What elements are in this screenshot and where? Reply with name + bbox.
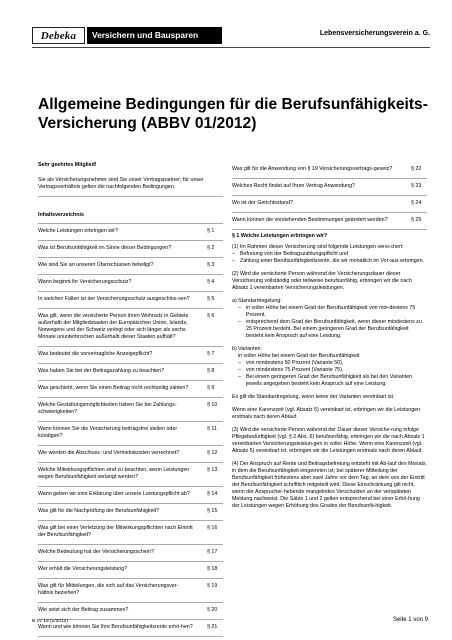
toc-list-continued [232, 162, 427, 230]
variant-b-intro: in voller Höhe bei einem Grad der Berufsunfähigkeit [238, 353, 360, 359]
toc-paragraph-ref: § 10 [207, 402, 218, 408]
company-name: Lebensversicherungsverein a. G. [319, 30, 430, 37]
toc-question: Wo ist der Gerichtsstand? [232, 200, 293, 206]
toc-question: Welche Gestaltungsmöglichkeiten haben Sie bei Zahlungs-schwierigkeiten? [38, 402, 177, 415]
toc-question: Welche Bedeutung hat der Versicherungsschein? [38, 549, 154, 555]
toc-entry [38, 446, 223, 463]
toc-paragraph-ref: § 14 [207, 491, 218, 497]
toc-question: Was geschieht, wenn Sie einen Beitrag nicht rechtzeitig zahlen? [38, 385, 189, 391]
toc-question: Welche Leistungen erbringen wir? [38, 228, 118, 234]
toc-paragraph-ref: § 18 [207, 566, 218, 572]
toc-entry [38, 275, 223, 292]
toc-question: Was gilt für Mitteilungen, die sich auf das Versicherungsver-hältnis beziehen? [38, 583, 179, 596]
toc-question: Was gilt für die Anwendung von § 19 Versicherungsvertrags-gesetz? [232, 166, 393, 172]
toc-question: Wann können Sie die Versicherung beitragsfrei stellen oder kündigen? [38, 426, 178, 439]
toc-question: Wann beginnt Ihr Versicherungsschutz? [38, 279, 132, 285]
toc-entry [38, 562, 223, 579]
toc-question: Wie werden die Abschluss- und Vertriebskosten verrechnet? [38, 450, 180, 456]
toc-entry [38, 347, 223, 364]
toc-paragraph-ref: § 19 [207, 583, 218, 589]
toc-paragraph-ref: § 24 [411, 200, 422, 206]
section-1-para-2: (2) Wird die versicherte Person während der Versicherungsdauer dieser Versicherung vollständig oder teilweise berufsunfähig, erbringen wir die nach Absatz 1 vereinbarten Versicherungsleistungen, [232, 271, 412, 291]
variant-a-label: a) Standardregelung: [232, 298, 282, 304]
toc-entry [38, 487, 223, 504]
toc-entry [38, 579, 223, 603]
intro-text: Sie als Versicherungsnehmer sind Sie unser Vertragspartner; für unser Vertragsverhältnis gelten die nachfolgenden Bedingungen. [38, 177, 223, 197]
toc-paragraph-ref: § 7 [207, 351, 215, 357]
toc-list [38, 224, 223, 637]
toc-entry [38, 309, 223, 347]
toc-entry [38, 381, 223, 398]
toc-heading: Inhaltsverzeichnis [38, 212, 223, 224]
toc-question: Welche Mitwirkungspflichten sind zu beachten, wenn Leistungen wegen Berufsunfähigkeit verlangt werden? [38, 467, 190, 480]
toc-entry [38, 292, 223, 309]
right-column [232, 162, 427, 510]
toc-question: Wann können die vorstehenden Bestimmungen geändert werden? [232, 217, 388, 223]
toc-paragraph-ref: § 1 [207, 228, 215, 234]
toc-paragraph-ref: § 8 [207, 368, 215, 374]
toc-question: In welchen Fällen ist der Versicherungsschutz ausgeschlos-sen? [38, 296, 190, 302]
list-item: – entsprechend dem Grad der Berufsunfähigkeit, wenn dieser mindestens zu 25 Prozent besteht. Bei einem geringeren Grad der Berufsunfähigkeit besteht kein Anspruch auf eine Leistung. [238, 319, 422, 339]
toc-paragraph-ref: § 3 [207, 262, 215, 268]
standard-note: Es gilt die Standardregelung, wenn keine der Varianten vereinbart ist. [232, 394, 395, 400]
toc-paragraph-ref: § 13 [207, 467, 218, 473]
toc-entry [232, 179, 427, 196]
debeka-logo [32, 27, 85, 44]
left-column [38, 162, 223, 637]
toc-paragraph-ref: § 17 [207, 549, 218, 555]
list-item: – von mindestens 75 Prozent (Variante 75). [238, 367, 344, 373]
toc-entry [38, 241, 223, 258]
toc-question: Wie setzt sich der Beitrag zusammen? [38, 607, 129, 613]
toc-entry [38, 463, 223, 487]
toc-entry [38, 504, 223, 521]
toc-paragraph-ref: § 20 [207, 607, 218, 613]
toc-question: Wann und wie können Sie Ihre Berufsunfähigkeitsrente erhö-hen? [38, 624, 193, 630]
page-header [32, 27, 430, 45]
list-item: – von mindestens 50 Prozent (Variante 50), [238, 360, 344, 366]
toc-paragraph-ref: § 16 [207, 525, 218, 531]
toc-entry [38, 364, 223, 381]
header-divider [32, 47, 430, 48]
document-title [38, 95, 428, 133]
title-line-1: Allgemeine Bedingungen für die Berufsunfähigkeits- [38, 96, 428, 113]
toc-paragraph-ref: § 21 [207, 624, 218, 630]
toc-paragraph-ref: § 23 [411, 183, 422, 189]
toc-entry [232, 213, 427, 230]
toc-entry [38, 521, 223, 545]
toc-question: Was ist Berufsunfähigkeit im Sinne dieser Bedingungen? [38, 245, 172, 251]
toc-paragraph-ref: § 6 [207, 313, 215, 319]
toc-paragraph-ref: § 2 [207, 245, 215, 251]
toc-paragraph-ref: § 12 [207, 450, 218, 456]
toc-paragraph-ref: § 9 [207, 385, 215, 391]
toc-paragraph-ref: § 15 [207, 508, 218, 514]
form-code: B LV 19 (1/2012) [32, 619, 68, 624]
toc-entry [232, 196, 427, 213]
toc-paragraph-ref: § 4 [207, 279, 215, 285]
toc-paragraph-ref: § 25 [411, 217, 422, 223]
toc-question: Was bedeutet die vorvertragliche Anzeigepflicht? [38, 351, 153, 357]
page-number: Seite 1 von 9 [392, 617, 428, 623]
karenz-note: Wenn eine Karenzzeit (vgl. Absatz 5) vereinbart ist, erbringen wir die Leistungen erstmals nach deren Ablauf. [232, 407, 421, 420]
variant-b-label: b) Varianten: [232, 346, 262, 352]
logo-text: Debeka [40, 29, 77, 42]
list-item: – Befreiung von der Beitragszahlungspflicht und [232, 251, 349, 257]
section-1-title: § 1 Welche Leistungen erbringen wir? [232, 233, 328, 239]
toc-question: Welches Recht findet auf Ihren Vertrag Anwendung? [232, 183, 355, 189]
toc-paragraph-ref: § 22 [411, 166, 422, 172]
toc-entry [38, 545, 223, 562]
toc-paragraph-ref: § 11 [207, 426, 217, 432]
toc-paragraph-ref: § 5 [207, 296, 215, 302]
toc-question: Was haben Sie bei der Beitragszahlung zu beachten? [38, 368, 165, 374]
list-item: – in voller Höhe bei einem Grad der Berufsunfähigkeit von min-destens 75 Prozent, [238, 305, 416, 318]
section-1-para-4: (4) Der Anspruch auf Rente und Beitragsbefreiung entsteht mit Ab-lauf des Monats, in dem die Berufsunfähigkeit eingetreten ist; bei späterer Mitteilung der Berufsunfähigkeit frühestens aber zwei Jahre vor dem Tag, an dem uns der Eintritt der Berufsunfähigkeit schriftlich mitgeteilt wird. Diese Einschränkung gilt nicht, wenn der Ansprucher-hebende mangelndes Verschulden an der verspäteten Meldung nachweist. Die Sätze 1 und 2 gelten entsprechend bei einer Erhö-hung der Leistungen wegen Erhöhung des Grades der Berufsunfä-higkeit. [232, 461, 427, 509]
section-1-para-3: (3) Wird die versicherte Person während der Dauer dieser Versiche-rung infolge Pflegebedürftigkeit (vgl. § 2 Abs. 6) berufsunfähig, erbringen wir die nach Absatz 1 vereinbarten Versicherungsleistun-gen in voller Höhe. Wenn eine Karenzzeit (vgl. Absatz 5) vereinbart ist, erbringen wir die Leistungen erstmals nach deren Ablauf. [232, 427, 425, 454]
toc-entry [38, 422, 223, 446]
slogan-banner: Versichern und Bausparen [87, 27, 222, 44]
greeting: Sehr geehrtes Mitglied! [38, 162, 97, 168]
toc-question: Was gilt, wenn die versicherte Person ihren Wohnsitz in Gebiete außerhalb der Mitgliedstaaten der Europäischen Union, Islands, Norwegens und der Schweiz verlegt oder sich länger als sechs Monate ununterbrochen außerhalb dieser Staaten aufhält? [38, 313, 189, 340]
section-1-para-1: (1) Im Rahmen dieser Versicherung sind folgende Leistungen versi-chert: [232, 244, 404, 250]
toc-entry [38, 603, 223, 620]
toc-entry [232, 162, 427, 179]
toc-question: Wer erhält die Versicherungsleistung? [38, 566, 128, 572]
list-item: – Bei einem geringeren Grad der Berufsunfähigkeit als bei den Varianten jeweils angegeben besteht kein Anspruch auf eine Leistung. [238, 374, 412, 387]
toc-question: Was gilt bei einer Verletzung der Mitwirkungspflichten nach Eintritt der Berufsunfähigkeit? [38, 525, 193, 538]
toc-entry [38, 398, 223, 422]
toc-question: Wie sind Sie an unseren Überschüssen beteiligt? [38, 262, 154, 268]
toc-entry [38, 258, 223, 275]
toc-question: Wann geben wir eine Erklärung über unsere Leistungspflicht ab? [38, 491, 190, 497]
title-line-2: Versicherung (ABBV 01/2012) [38, 115, 257, 132]
toc-question: Was gilt für die Nachprüfung der Berufsunfähigkeit? [38, 508, 160, 514]
toc-entry [38, 224, 223, 241]
list-item: – Zahlung einer Berufsunfähigkeitsrente, die wir monatlich im Vor-aus erbringen. [232, 258, 425, 264]
